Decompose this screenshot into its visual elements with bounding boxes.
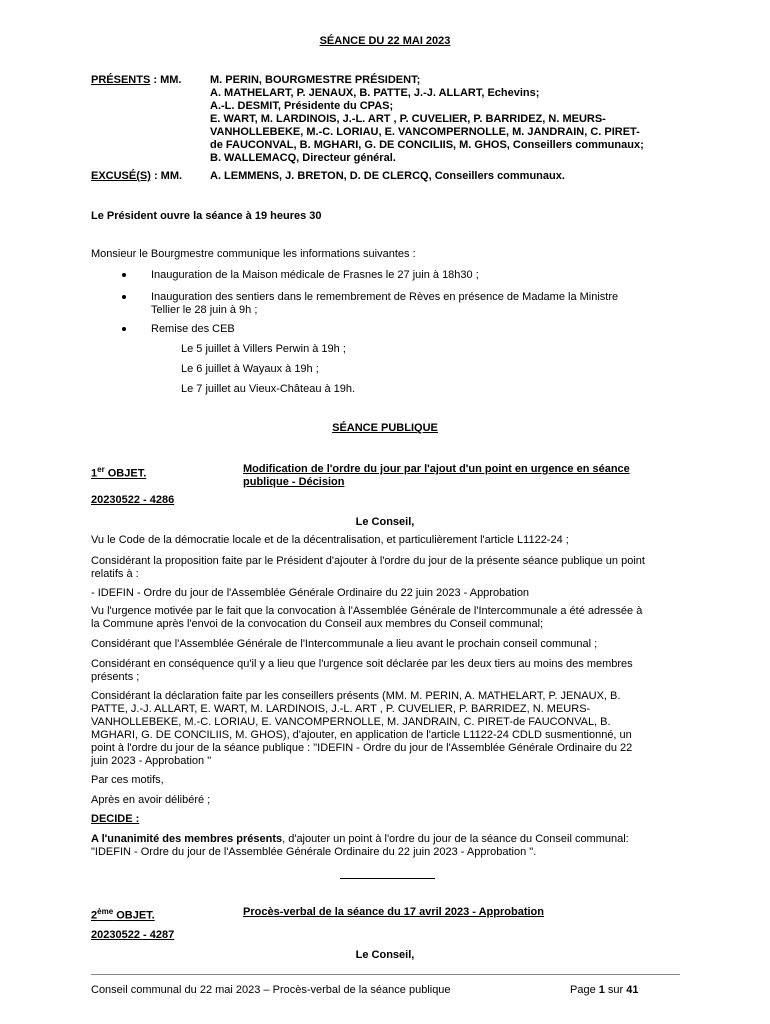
info-item: Inauguration des sentiers dans le remembrement de Rèves en présence de Madame la Ministre [151,291,619,303]
divider [340,878,435,879]
paragraph-line: Vu le Code de la démocratie locale et de la décentralisation, et particulièrement l'article L1122-24 ; [91,534,569,546]
info-sub-item: Le 7 juillet au Vieux-Château à 19h. [181,383,356,395]
info-item: Inauguration de la Maison médicale de Frasnes le 27 juin à 18h30 ; [151,269,479,281]
page-number: Page 1 sur 41 [570,984,639,996]
paragraph-line: Considérant la déclaration faite par les conseillers présents (MM. M. PERIN, A. MATHELART, P. JENAUX, B. [91,690,621,702]
objet-number: 1er OBJET. [91,465,147,480]
paragraph-line: - IDEFIN - Ordre du jour de l'Assemblée Générale Ordinaire du 22 juin 2023 - Approbation [91,587,530,599]
objet-reference: 20230522 - 4286 [91,494,175,506]
paragraph-line: point à l'ordre du jour de la séance publique : "IDEFIN - Ordre du jour de l'Assemblée Générale Ordinaire du 22 [91,742,633,754]
le-conseil: Le Conseil, [355,949,415,961]
paragraph-line: VANHOLLEBEKE, M.-C. LORIAU, E. VANCOMPERNOLLE, M. JANDRAIN, C. PIRET-de FAUCONVAL, B. [91,716,611,728]
decision-text-continuation: "IDEFIN - Ordre du jour de l'Assemblée Générale Ordinaire du 22 juin 2023 - Approbation ". [91,846,537,858]
objet-title: Modification de l'ordre du jour par l'ajout d'un point en urgence en séance [243,463,630,475]
info-intro: Monsieur le Bourgmestre communique les informations suivantes : [91,248,416,260]
page-title: SÉANCE DU 22 MAI 2023 [319,35,451,47]
paragraph-line: MGHARI, G. DE CONCILIIS, M. GHOS), d'ajouter, en application de l'article L1122-24 CDLD susmentionné, un [91,729,632,741]
excuses-label: EXCUSÉ(S) : MM. [91,170,183,182]
section-heading: SÉANCE PUBLIQUE [332,422,438,434]
paragraph-line: relatifs à : [91,568,139,580]
presents-list: M. PERIN, BOURGMESTRE PRÉSIDENT; A. MATHELART, P. JENAUX, B. PATTE, J.-J. ALLART, Echevins; A.-L. DESMIT, Présidente du CPAS; E. WART, M. LARDINOIS, J.-L. ART , P. CUVELIER, P. BARRIDEZ, N. MEURS- VANHOLLEBEKE, M.-C. LORIAU, E. VANCOMPERNOLLE, M. JANDRAIN, C. PIRET- de FAUCONVAL, B. MGHARI, G. DE CONCILIIS, M. GHOS, Conseillers communaux; B. WALLEMACQ, Directeur général. [210,74,644,164]
paragraph-line: Considérant que l'Assemblée Générale de l'Intercommunale a lieu avant le prochain conseil communal ; [91,638,598,650]
paragraph-line: présents ; [91,671,140,683]
opening-statement: Le Président ouvre la séance à 19 heures 30 [91,210,322,222]
footer-divider [91,974,680,975]
objet-title-continuation: publique - Décision [243,476,345,488]
footer-title: Conseil communal du 22 mai 2023 – Procès-verbal de la séance publique [91,984,451,996]
decide-heading: DECIDE : [91,813,140,825]
info-item: Remise des CEB [151,323,235,335]
info-item-continuation: Tellier le 28 juin à 9h ; [151,304,258,316]
objet-title: Procès-verbal de la séance du 17 avril 2023 - Approbation [243,906,544,918]
objet-number: 2ème OBJET. [91,907,155,922]
bullet-icon [122,273,126,277]
paragraph-line: PATTE, J.-J. ALLART, E. WART, M. LARDINOIS, J.-L. ART , P. CUVELIER, P. BARRIDEZ, N. MEURS- [91,703,591,715]
info-sub-item: Le 6 juillet à Wayaux à 19h ; [181,363,319,375]
info-sub-item: Le 5 juillet à Villers Perwin à 19h ; [181,343,346,355]
presents-label: PRÉSENTS : MM. [91,74,182,86]
objet-reference: 20230522 - 4287 [91,929,175,941]
paragraph-line: Vu l'urgence motivée par le fait que la convocation à l'Assemblée Générale de l'Intercommunale a été adressée à [91,605,643,617]
decision-text: A l'unanimité des membres présents, d'ajouter un point à l'ordre du jour de la séance du Conseil communal: [91,833,629,845]
paragraph-line: juin 2023 - Approbation " [91,755,212,767]
excuses-list: A. LEMMENS, J. BRETON, D. DE CLERCQ, Conseillers communaux. [210,170,565,182]
paragraph-line: Considérant la proposition faite par le Président d'ajouter à l'ordre du jour de la présente séance publique un point [91,555,645,567]
le-conseil: Le Conseil, [355,516,415,528]
paragraph-line: Considérant en conséquence qu'il y a lieu que l'urgence soit déclarée par les deux tiers au moins des membres [91,658,633,670]
bullet-icon [122,295,126,299]
paragraph-line: Après en avoir délibéré ; [91,794,211,806]
paragraph-line: la Commune après l'envoi de la convocation du Conseil aux membres du Conseil communal; [91,618,544,630]
paragraph-line: Par ces motifs, [91,774,164,786]
bullet-icon [122,327,126,331]
